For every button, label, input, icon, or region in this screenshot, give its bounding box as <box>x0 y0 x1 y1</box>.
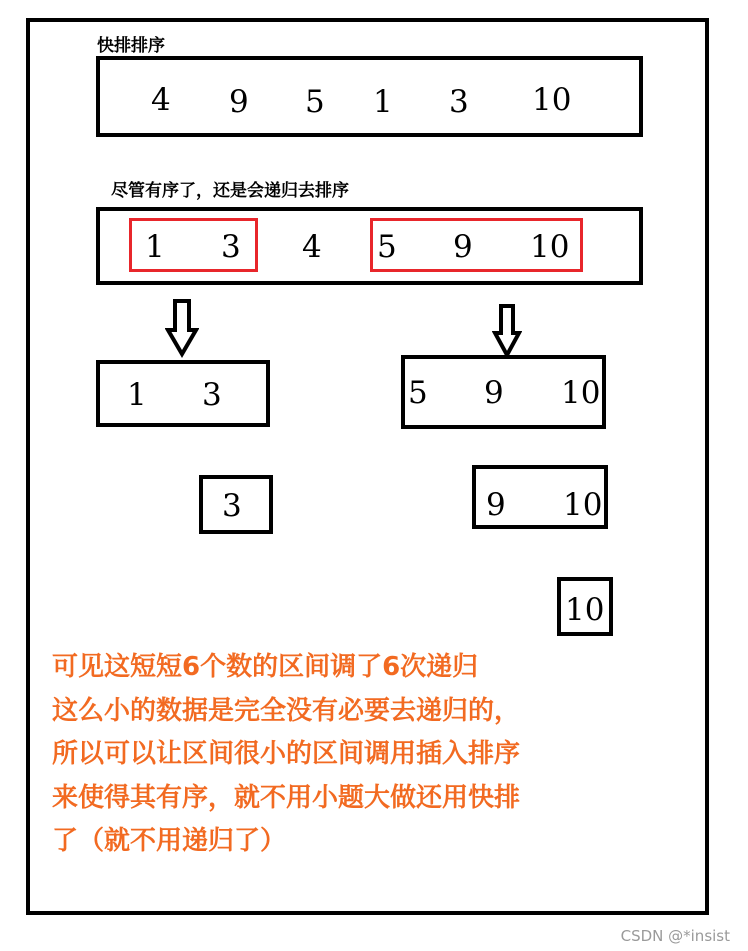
array-cell: 1 <box>373 84 393 120</box>
array-cell: 3 <box>202 377 222 413</box>
array-cell: 9 <box>453 229 473 265</box>
array-cell: 3 <box>222 488 242 524</box>
array-cell: 9 <box>229 84 249 120</box>
watermark: CSDN @*insist <box>620 927 730 945</box>
array-cell: 10 <box>565 592 605 628</box>
note-line: 了（就不用递归了） <box>52 826 287 856</box>
array-cell: 3 <box>221 229 241 265</box>
array-cell: 5 <box>408 375 428 411</box>
array-cell: 3 <box>449 84 469 120</box>
down-arrow-icon <box>165 298 199 358</box>
array-cell: 1 <box>145 229 165 265</box>
array-cell: 1 <box>127 377 147 413</box>
left-subarray-box <box>96 360 270 427</box>
array-cell: 10 <box>532 82 572 118</box>
array-cell: 10 <box>563 487 603 523</box>
note-line: 所以可以让区间很小的区间调用插入排序 <box>52 739 521 769</box>
pivot-cell: 4 <box>302 229 322 265</box>
array-cell: 9 <box>484 375 504 411</box>
array-cell: 4 <box>151 82 171 118</box>
array-cell: 10 <box>530 229 570 265</box>
title-label: 快排排序 <box>97 36 165 56</box>
explanation-note <box>52 646 692 864</box>
down-arrow-icon <box>492 303 522 359</box>
note-line: 来使得其有序，就不用小题大做还用快排 <box>52 782 521 813</box>
array-cell: 9 <box>486 487 506 523</box>
note-line: 可见这短短6个数的区间调了6次递归 <box>52 652 479 682</box>
array-cell: 10 <box>561 375 601 411</box>
note-line: 这么小的数据是完全没有必要去递归的， <box>52 695 521 726</box>
subtitle-label: 尽管有序了，还是会递归去排序 <box>111 181 349 201</box>
array-cell: 5 <box>377 229 397 265</box>
array-cell: 5 <box>305 84 325 120</box>
